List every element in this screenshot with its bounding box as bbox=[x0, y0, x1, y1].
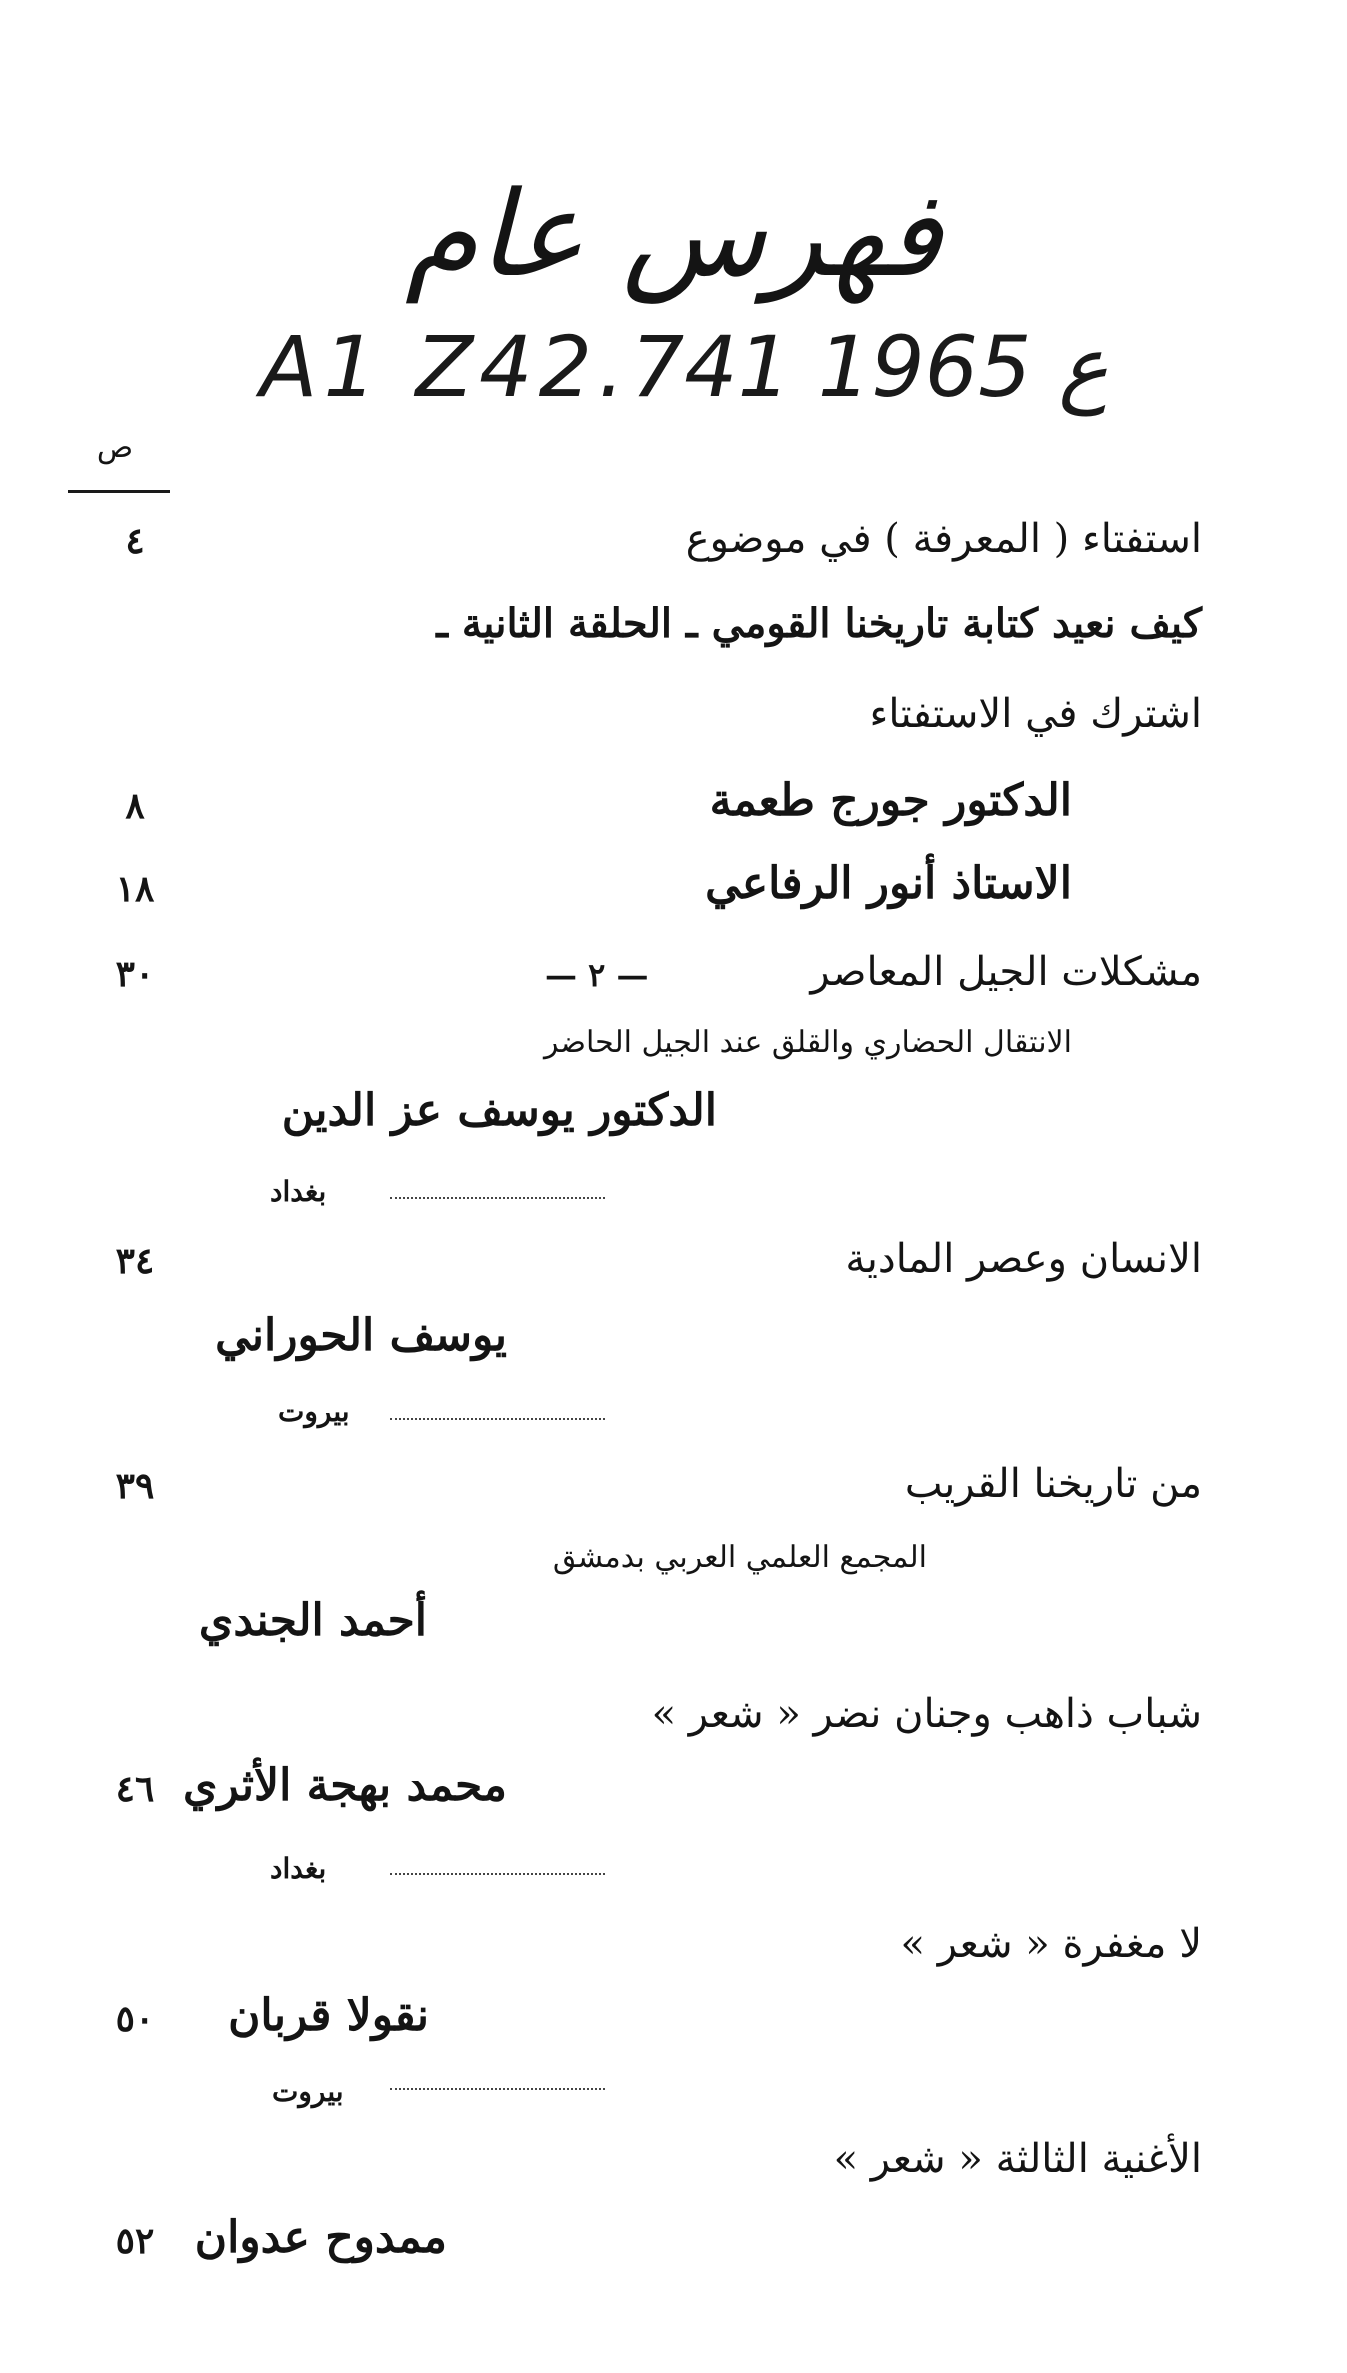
entry-history-author: أحمد الجندي bbox=[198, 1595, 427, 1646]
entry-rifai-author: الاستاذ أنور الرفاعي bbox=[705, 858, 1072, 909]
entry-survey-line3: اشترك في الاستفتاء bbox=[869, 691, 1202, 737]
entry-youth-dotted-rule bbox=[390, 1873, 605, 1875]
entry-rifai-page: ١٨ bbox=[115, 868, 155, 910]
entry-song-title: الأغنية الثالثة « شعر » bbox=[833, 2136, 1202, 2182]
entry-nomercy-page: ٥٠ bbox=[115, 1998, 155, 2040]
entry-problems-author: الدكتور يوسف عز الدين bbox=[281, 1085, 717, 1136]
entry-nomercy-city: بيروت bbox=[272, 2075, 344, 2108]
entry-history-subtitle: المجمع العلمي العربي بدمشق bbox=[552, 1540, 927, 1575]
entry-problems-title: مشكلات الجيل المعاصر bbox=[810, 949, 1202, 995]
entry-survey-line2: كيف نعيد كتابة تاريخنا القومي ـ الحلقة الثانية ـ bbox=[436, 600, 1202, 647]
entry-nomercy-author: نقولا قربان bbox=[228, 1990, 429, 2041]
entry-youth-city: بغداد bbox=[270, 1852, 327, 1885]
entry-song-page: ٥٢ bbox=[115, 2220, 155, 2262]
entry-song-author: ممدوح عدوان bbox=[194, 2212, 447, 2263]
entry-youth-page: ٤٦ bbox=[115, 1768, 155, 1810]
entry-materialism-title: الانسان وعصر المادية bbox=[845, 1236, 1202, 1282]
entry-touma-author: الدكتور جورج طعمة bbox=[709, 775, 1072, 826]
entry-youth-title: شباب ذاهب وجنان نضر « شعر » bbox=[651, 1691, 1202, 1737]
entry-touma-page: ٨ bbox=[125, 785, 145, 827]
entry-materialism-author: يوسف الحوراني bbox=[215, 1310, 507, 1361]
entry-problems-city: بغداد bbox=[270, 1175, 327, 1208]
entry-nomercy-title: لا مغفرة « شعر » bbox=[900, 1921, 1202, 1967]
page-column-label: ص bbox=[96, 430, 134, 465]
entry-problems-page: ٣٠ bbox=[115, 953, 155, 995]
page-column-rule bbox=[68, 490, 170, 493]
entry-history-title: من تاريخنا القريب bbox=[904, 1461, 1202, 1507]
page-title: فهرس عام bbox=[405, 165, 942, 303]
call-number: A1 Z42.ع 1965 741 bbox=[260, 318, 1109, 416]
entry-youth-author: محمد بهجة الأثري bbox=[183, 1760, 507, 1811]
entry-materialism-city: بيروت bbox=[278, 1395, 350, 1428]
entry-problems-subtitle: الانتقال الحضاري والقلق عند الجيل الحاضر bbox=[543, 1025, 1072, 1060]
entry-materialism-page: ٣٤ bbox=[115, 1240, 155, 1282]
entry-survey-page: ٤ bbox=[125, 520, 145, 562]
entry-materialism-dotted-rule bbox=[390, 1418, 605, 1420]
entry-survey-line1: استفتاء ( المعرفة ) في موضوع bbox=[685, 516, 1202, 562]
entry-nomercy-dotted-rule bbox=[390, 2088, 605, 2090]
entry-problems-part: — ٢ — bbox=[545, 956, 649, 994]
entry-history-page: ٣٩ bbox=[115, 1465, 155, 1507]
entry-problems-dotted-rule bbox=[390, 1197, 605, 1199]
